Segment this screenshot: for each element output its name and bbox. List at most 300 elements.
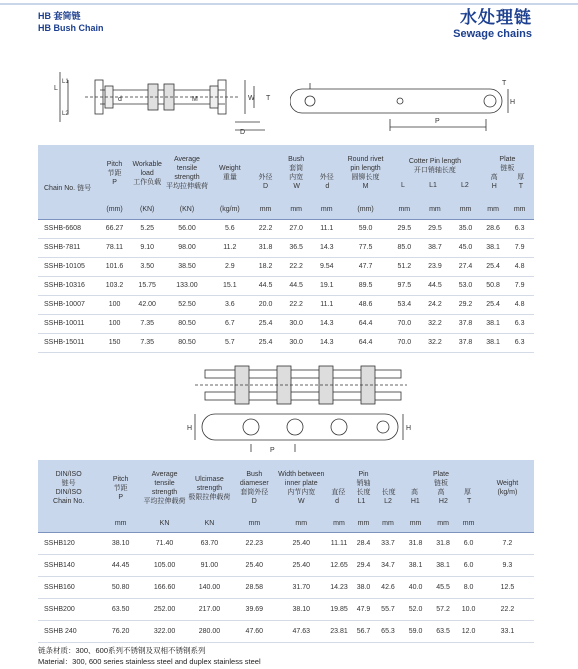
table-cell: 12.65 (326, 554, 353, 576)
table-cell: 166.60 (142, 576, 187, 598)
table-cell: 45.0 (450, 238, 481, 257)
table-cell: 80.50 (165, 333, 210, 352)
table-cell: 76.20 (99, 620, 142, 642)
table-cell: 3.50 (130, 257, 165, 276)
chain-no-cell: SSHB160 (38, 576, 99, 598)
table-cell: 252.00 (142, 598, 187, 620)
table-cell: 2.9 (209, 257, 250, 276)
table-cell: 5.7 (209, 333, 250, 352)
table-cell: 70.0 (389, 333, 420, 352)
table-cell: 24.2 (420, 295, 451, 314)
th2-unit-blank (38, 516, 99, 532)
table-cell: 10.0 (456, 598, 480, 620)
table-cell: 53.4 (389, 295, 420, 314)
table-cell: 64.4 (342, 314, 389, 333)
table-cell: 40.0 (401, 576, 430, 598)
table-cell: 11.1 (311, 295, 342, 314)
th-unit: (mm) (106, 206, 123, 214)
th-rivet-en: Round rivet pin length (347, 156, 384, 172)
th-plate (481, 145, 534, 201)
table-cell: 45.5 (430, 576, 457, 598)
table-cell: 55.7 (375, 598, 402, 620)
table-cell: 34.7 (375, 554, 402, 576)
th-cotter-zh: 开口销轴长度 (413, 166, 456, 174)
table-cell: 42.00 (130, 295, 165, 314)
bush-chain-section-drawing (40, 60, 280, 142)
th-avg-en: Average tensile strength (174, 156, 200, 181)
table-cell: 31.8 (250, 238, 281, 257)
table-cell: 5.6 (209, 219, 250, 238)
th-cotter-L2: L2 (460, 181, 469, 189)
table-cell: 39.69 (232, 598, 277, 620)
th2-pitch (99, 460, 142, 516)
table-cell: 33.7 (375, 532, 402, 554)
table-cell: 23.81 (326, 620, 353, 642)
table-cell: 4.8 (505, 257, 534, 276)
th2-unit-blank (481, 516, 534, 532)
table1-body (38, 219, 534, 352)
th-avg-zh: 平均拉伸载荷 (165, 183, 208, 190)
table-cell: 6.7 (209, 314, 250, 333)
table-cell: 14.3 (311, 314, 342, 333)
th2-unit: mm (295, 520, 308, 528)
label-P: P (435, 118, 440, 125)
th-pitch (99, 145, 130, 201)
section-title-left (38, 10, 104, 34)
title-left-zh: HB 套筒链 (38, 11, 81, 21)
table-cell: 28.4 (352, 532, 374, 554)
table-cell: 27.4 (450, 257, 481, 276)
table-row (38, 532, 534, 554)
table-cell: 12.5 (481, 576, 534, 598)
title-left-en: HB Bush Chain (38, 23, 104, 33)
th2-pin-L2: L2 (384, 498, 392, 505)
th-plate-high: 高 (490, 174, 498, 181)
material-note-en: Material：300, 600 series stainless steel and duplex stainless steel (38, 657, 261, 666)
table-cell: 37.8 (450, 333, 481, 352)
table-cell: 322.00 (142, 620, 187, 642)
label-H-left: H (187, 425, 193, 432)
chain-no-cell: SSHB200 (38, 598, 99, 620)
chain-no-cell: SSHB-10011 (38, 314, 99, 333)
table-cell: 63.50 (99, 598, 142, 620)
th2-plate-H1: H1 (410, 498, 420, 505)
th2-unit: mm (462, 520, 475, 528)
table-cell: 44.5 (281, 276, 312, 295)
table-cell: 32.2 (420, 314, 451, 333)
th2-pin-d: d (335, 498, 339, 505)
th2-bush-sym: D (251, 498, 257, 505)
th-pitch-sym: P (112, 178, 117, 186)
th2-plate-T: T (466, 498, 472, 505)
table-cell: 31.8 (430, 532, 457, 554)
table-cell: 44.5 (250, 276, 281, 295)
th2-unit: mm (437, 520, 449, 528)
table-cell: 6.3 (505, 333, 534, 352)
table-cell: 50.8 (481, 276, 505, 295)
table-cell: 85.0 (389, 238, 420, 257)
th-load-zh: 工作负载 (133, 178, 162, 186)
table-cell: 38.7 (420, 238, 451, 257)
chain-no-cell: SSHB-10105 (38, 257, 99, 276)
th-bush-W: W (293, 183, 301, 190)
th-unit: mm (290, 206, 302, 214)
th2-plate-h1: 高 (411, 489, 418, 496)
th-unit: (KN) (139, 206, 155, 214)
th2-pin-zh: 销轴 (356, 480, 371, 487)
table-row (38, 295, 534, 314)
table-cell: 100 (99, 314, 130, 333)
th2-pin-en: Pin (358, 471, 369, 478)
th2-weight-unit: (kg/m) (497, 489, 518, 496)
th2-ult-en: Ulcimase strength (195, 475, 224, 492)
table-cell: 63.5 (430, 620, 457, 642)
th2-unit: mm (114, 520, 127, 528)
table-row (38, 257, 534, 276)
table-cell: 71.40 (142, 532, 187, 554)
table-cell: 29.5 (389, 219, 420, 238)
label-d: d (118, 96, 122, 103)
table-cell: 31.8 (401, 532, 430, 554)
table-cell: 22.2 (281, 295, 312, 314)
th-unit: mm (259, 206, 272, 214)
th-pitch-zh: 节距 (107, 169, 122, 177)
label-D: D (240, 129, 246, 136)
th-plate-zh: 链板 (500, 165, 515, 172)
table-cell: 38.1 (481, 238, 505, 257)
th-bush-en: Bush (288, 156, 305, 163)
table-cell: 101.6 (99, 257, 130, 276)
label-L1: L1 (62, 79, 69, 85)
label-T: T (266, 95, 271, 102)
label-H-right: H (406, 425, 412, 432)
table-cell: 25.4 (481, 295, 505, 314)
table-row (38, 576, 534, 598)
table-cell: 80.50 (165, 314, 210, 333)
th-plate-thick: 厚 (517, 174, 525, 181)
table-cell: 64.4 (342, 333, 389, 352)
table-cell: 105.00 (142, 554, 187, 576)
th-bush-inner: 内宽 (289, 174, 304, 181)
th-unit: mm (459, 206, 472, 214)
th2-pin-len2: 长度 (381, 489, 396, 496)
th-weight-zh: 重量 (222, 174, 237, 181)
table-cell: 28.6 (481, 219, 505, 238)
table-cell: 32.2 (420, 333, 451, 352)
table-cell: 47.7 (342, 257, 389, 276)
table-cell: 56.00 (165, 219, 210, 238)
table-row (38, 276, 534, 295)
table-cell: 53.0 (450, 276, 481, 295)
title-right-zh: 水处理链 (460, 8, 532, 27)
table-cell: 47.63 (277, 620, 326, 642)
table-cell: 14.3 (311, 333, 342, 352)
label-H: H (510, 99, 516, 106)
table-cell: 6.3 (505, 314, 534, 333)
table-cell: 103.2 (99, 276, 130, 295)
table-cell: 25.4 (250, 333, 281, 352)
th2-unit: mm (382, 520, 394, 528)
table-cell: 11.1 (311, 219, 342, 238)
th-cotter-en: Cotter Pin length (408, 157, 461, 165)
table-cell: 25.40 (232, 554, 277, 576)
bush-chain-side-drawing (290, 75, 520, 135)
th-unit-blank (38, 201, 99, 219)
section-title-right (453, 8, 532, 41)
th2-bush (232, 460, 277, 516)
th2-ult (187, 460, 232, 516)
table-cell: 63.70 (187, 532, 232, 554)
table-cell: 14.3 (311, 238, 342, 257)
th-rivet (342, 145, 389, 201)
th-bush-D: D (262, 183, 268, 190)
material-note-zh: 链条材质：300、600系列不锈钢及双相不锈钢系列 (38, 646, 206, 655)
th-unit: (KN) (179, 206, 195, 214)
table-cell: 29.5 (420, 219, 451, 238)
chain-no-cell: SSHB140 (38, 554, 99, 576)
th2-plate-en: Plate (433, 471, 450, 478)
th-weight-en: Weight (218, 165, 241, 172)
table-cell: 38.10 (99, 532, 142, 554)
table-cell: 38.1 (481, 333, 505, 352)
table-cell: 31.70 (277, 576, 326, 598)
table-cell: 22.2 (250, 219, 281, 238)
chain-no-cell: SSHB-7811 (38, 238, 99, 257)
label-L: L (54, 85, 58, 92)
th2-plate-t: 厚 (464, 489, 472, 496)
th-bush-zh: 套筒 (289, 165, 304, 172)
table-cell: 15.75 (130, 276, 165, 295)
th2-din1: DIN/ISO (55, 471, 82, 478)
th2-bush-en: Bush diameser (239, 471, 269, 487)
table-cell: 217.00 (187, 598, 232, 620)
table-row (38, 620, 534, 642)
top-band (0, 3, 578, 5)
table-cell: 133.00 (165, 276, 210, 295)
table-cell: 28.58 (232, 576, 277, 598)
table-cell: 100 (99, 295, 130, 314)
table-cell: 280.00 (187, 620, 232, 642)
th2-weight (481, 460, 534, 516)
th2-width-zh: 内节内宽 (287, 489, 316, 496)
th-rivet-M: M (362, 183, 369, 190)
table-row (38, 598, 534, 620)
th-bush-outer: 外径 (258, 174, 273, 181)
th-plate-H: H (491, 183, 497, 190)
table-cell: 36.5 (281, 238, 312, 257)
table-row (38, 314, 534, 333)
th-pitch-en: Pitch (106, 160, 123, 168)
th2-width (277, 460, 326, 516)
table-cell: 78.11 (99, 238, 130, 257)
table-cell: 9.3 (481, 554, 534, 576)
chain-no-cell: SSHB-10316 (38, 276, 99, 295)
table-cell: 59.0 (401, 620, 430, 642)
chain-no-cell: SSHB120 (38, 532, 99, 554)
table-cell: 9.54 (311, 257, 342, 276)
chain-no-cell: SSHB-6608 (38, 219, 99, 238)
th2-unit: mm (409, 520, 422, 528)
th-unit: mm (398, 206, 411, 214)
table-cell: 35.0 (450, 219, 481, 238)
th-bush-d: d (325, 183, 330, 190)
th2-unit: mm (248, 520, 261, 528)
th-chain-no: Chain No. 链号 (44, 185, 92, 192)
table-cell: 42.6 (375, 576, 402, 598)
table-cell: 57.2 (430, 598, 457, 620)
table-cell: 20.0 (250, 295, 281, 314)
table-cell: 52.50 (165, 295, 210, 314)
th2-bush-zh: 套筒外径 (240, 489, 269, 496)
title-right-en: Sewage chains (453, 28, 532, 40)
th-bush (250, 145, 342, 201)
th2-pin-L1: L1 (357, 498, 366, 505)
table-cell: 37.8 (450, 314, 481, 333)
th-cotter-L1: L1 (429, 181, 437, 189)
sewage-chain-drawing (185, 362, 415, 454)
th2-din4: Chain No. (53, 498, 85, 505)
table-cell: 30.0 (281, 314, 312, 333)
table-row (38, 238, 534, 257)
th2-pitch-en: Pitch (112, 475, 129, 483)
table-cell: 70.0 (389, 314, 420, 333)
label-M: M (192, 96, 198, 103)
th-cotter-L: L (401, 181, 405, 189)
th-load-en: Workable load (132, 160, 162, 177)
table-cell: 66.27 (99, 219, 130, 238)
table-cell: 150 (99, 333, 130, 352)
table-cell: 44.5 (420, 276, 451, 295)
table-cell: 59.0 (342, 219, 389, 238)
table-cell: 47.9 (352, 598, 374, 620)
table2-body (38, 532, 534, 642)
table-cell: 12.0 (456, 620, 480, 642)
th2-unit: mm (357, 520, 370, 528)
label-L2: L2 (62, 111, 69, 117)
table-cell: 56.7 (352, 620, 374, 642)
chain-no-cell: SSHB 240 (38, 620, 99, 642)
th2-din (38, 460, 99, 516)
th2-unit: KN (204, 520, 215, 528)
table-cell: 30.0 (281, 333, 312, 352)
th-unit: mm (513, 206, 526, 214)
th-cotter (389, 145, 481, 201)
sewage-chain-table (38, 460, 534, 643)
th2-din3: DIN/ISO (55, 489, 82, 496)
table-cell: 8.0 (456, 576, 480, 598)
label-W: W (248, 95, 255, 102)
table-cell: 3.6 (209, 295, 250, 314)
table-cell: 15.1 (209, 276, 250, 295)
table-cell: 5.25 (130, 219, 165, 238)
table-cell: 91.00 (187, 554, 232, 576)
table-cell: 7.35 (130, 333, 165, 352)
table-cell: 89.5 (342, 276, 389, 295)
th-bush-dia: 外径 (319, 174, 334, 181)
table-cell: 65.3 (375, 620, 402, 642)
th2-plate-h2: 高 (437, 489, 445, 496)
table-cell: 38.50 (165, 257, 210, 276)
th-plate-T: T (518, 183, 524, 190)
table-cell: 50.80 (99, 576, 142, 598)
table-cell: 38.1 (401, 554, 430, 576)
th2-pitch-zh: 节距 (113, 484, 128, 492)
table-cell: 38.10 (277, 598, 326, 620)
table-cell: 6.3 (505, 219, 534, 238)
table-cell: 22.23 (232, 532, 277, 554)
th2-plate (401, 460, 481, 516)
table-cell: 7.2 (481, 532, 534, 554)
table-cell: 25.4 (481, 257, 505, 276)
table-cell: 38.1 (481, 314, 505, 333)
table-cell: 52.0 (401, 598, 430, 620)
bush-chain-table (38, 145, 534, 353)
th-load (130, 145, 165, 201)
table-cell: 14.23 (326, 576, 353, 598)
table-cell: 25.40 (277, 554, 326, 576)
th2-plate-zh: 链板 (434, 480, 449, 487)
th2-unit: mm (333, 520, 345, 528)
table-cell: 25.4 (250, 314, 281, 333)
th-unit: (kg/m) (219, 206, 240, 214)
table-cell: 9.10 (130, 238, 165, 257)
label-T2: T (502, 80, 507, 87)
table-cell: 25.40 (277, 532, 326, 554)
th2-weight-en: Weight (496, 480, 519, 487)
th-unit: (mm) (357, 206, 374, 214)
table-cell: 19.1 (311, 276, 342, 295)
chain-no-cell: SSHB-10007 (38, 295, 99, 314)
table-cell: 48.6 (342, 295, 389, 314)
th-plate-en: Plate (499, 156, 516, 163)
th-unit: mm (429, 206, 441, 214)
table-row (38, 219, 534, 238)
table-cell: 7.9 (505, 238, 534, 257)
th2-pitch-sym: P (118, 493, 123, 501)
th2-plate-H2: H2 (438, 498, 448, 505)
th2-pin-len1: 长度 (356, 489, 371, 496)
table-cell: 6.0 (456, 554, 480, 576)
table-cell: 33.1 (481, 620, 534, 642)
th-rivet-zh: 圆铆长度 (351, 174, 380, 181)
th-weight (209, 145, 250, 201)
table-cell: 6.0 (456, 532, 480, 554)
label-P3: P (270, 447, 275, 454)
th2-avg (142, 460, 187, 516)
table-cell: 140.00 (187, 576, 232, 598)
table-cell: 11.11 (326, 532, 353, 554)
th-unit: mm (320, 206, 333, 214)
table-cell: 27.0 (281, 219, 312, 238)
table-cell: 22.2 (281, 257, 312, 276)
th2-unit: KN (159, 520, 170, 528)
table-cell: 47.60 (232, 620, 277, 642)
table-cell: 29.2 (450, 295, 481, 314)
th2-din2: 链号 (61, 480, 76, 487)
table-cell: 7.9 (505, 276, 534, 295)
th2-avg-zh: 平均拉伸载荷 (143, 498, 186, 505)
chain-no-cell: SSHB-15011 (38, 333, 99, 352)
th2-pin-dia: 直径 (331, 489, 346, 496)
th2-ult-zh: 极限拉伸载荷 (188, 493, 231, 501)
table-cell: 97.5 (389, 276, 420, 295)
table-cell: 38.1 (430, 554, 457, 576)
table-cell: 11.2 (209, 238, 250, 257)
table-cell: 7.35 (130, 314, 165, 333)
table-cell: 77.5 (342, 238, 389, 257)
th-avg (165, 145, 210, 201)
th2-pin (326, 460, 402, 516)
